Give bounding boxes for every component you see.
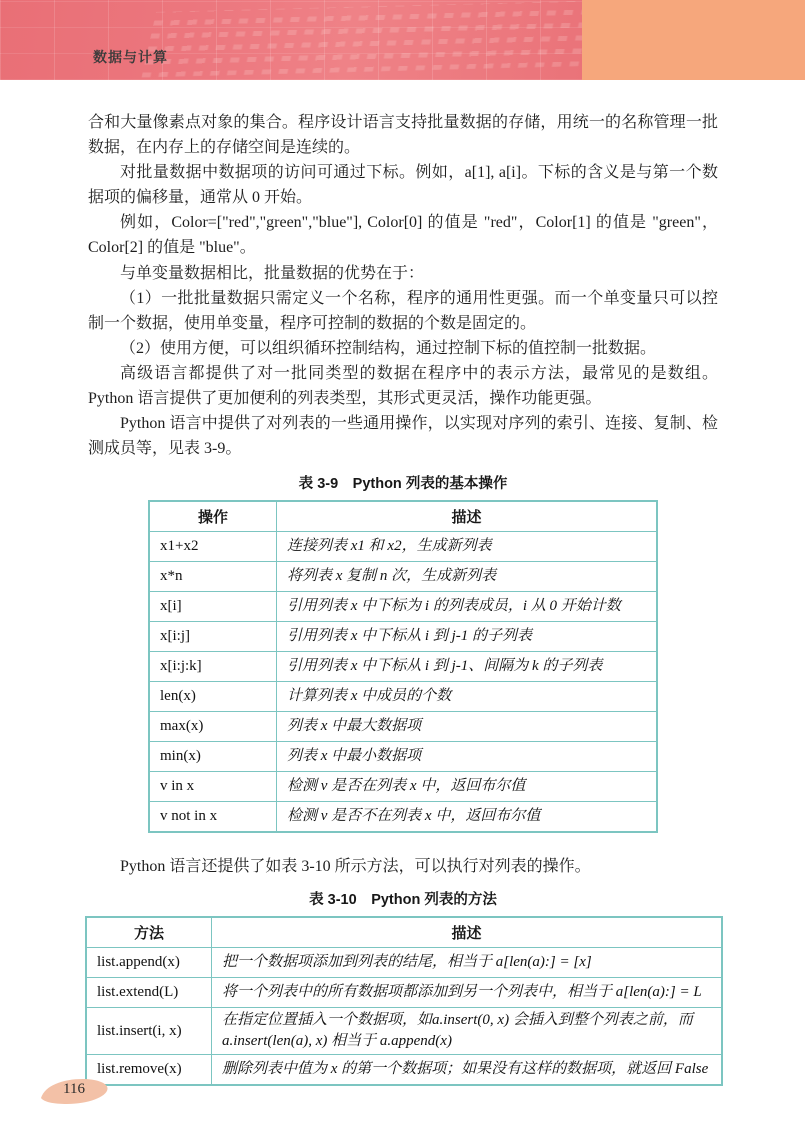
paragraph: （2）使用方便，可以组织循环控制结构，通过控制下标的值控制一批数据。 bbox=[120, 339, 657, 357]
description-cell: 将一个列表中的所有数据项都添加到另一个列表中，相当于 a[len(a):] = L bbox=[212, 978, 723, 1008]
operation-cell: x[i:j] bbox=[149, 622, 277, 652]
paragraph: Python 语言中提供了对列表的一些通用操作，以实现对序列的索引、连接、复制、检测成员等，见表 3-9。 bbox=[88, 415, 718, 458]
intro-paragraphs bbox=[88, 110, 718, 461]
description-cell: 在指定位置插入一个数据项，如a.insert(0, x) 会插入到整个列表之前，而 a.insert(len(a), x) 相当于 a.append(x) bbox=[212, 1008, 723, 1055]
page-content bbox=[88, 110, 718, 1086]
description-cell: 列表 x 中最大数据项 bbox=[277, 712, 658, 742]
banner-pink-texture bbox=[0, 0, 582, 80]
operation-cell: min(x) bbox=[149, 742, 277, 772]
description-cell: 把一个数据项添加到列表的结尾，相当于 a[len(a):] = [x] bbox=[212, 948, 723, 978]
operation-cell: max(x) bbox=[149, 712, 277, 742]
column-header: 操作 bbox=[149, 501, 277, 532]
table-row bbox=[149, 802, 657, 833]
table-row bbox=[149, 592, 657, 622]
description-cell: 连接列表 x1 和 x2，生成新列表 bbox=[277, 532, 658, 562]
table-3-9-caption: 表 3-9 Python 列表的基本操作 bbox=[298, 476, 508, 493]
table-3-9 bbox=[148, 500, 658, 833]
operation-cell: list.append(x) bbox=[86, 948, 212, 978]
column-header: 描述 bbox=[277, 501, 658, 532]
page-number-badge bbox=[38, 1077, 110, 1106]
operation-cell: x*n bbox=[149, 562, 277, 592]
table-row bbox=[149, 742, 657, 772]
operation-cell: list.remove(x) bbox=[86, 1055, 212, 1086]
description-cell: 将列表 x 复制 n 次，生成新列表 bbox=[277, 562, 658, 592]
description-cell: 计算列表 x 中成员的个数 bbox=[277, 682, 658, 712]
table-row bbox=[149, 652, 657, 682]
description-cell: 列表 x 中最小数据项 bbox=[277, 742, 658, 772]
page-header-banner bbox=[0, 0, 805, 80]
description-cell: 引用列表 x 中下标从 i 到 j-1 的子列表 bbox=[277, 622, 658, 652]
page-number: 116 bbox=[63, 1081, 85, 1097]
operation-cell: x[i] bbox=[149, 592, 277, 622]
description-cell: 检测 v 是否在列表 x 中，返回布尔值 bbox=[277, 772, 658, 802]
description-cell: 引用列表 x 中下标从 i 到 j-1、间隔为 k 的子列表 bbox=[277, 652, 658, 682]
paragraph: （1）一批批量数据只需定义一个名称，程序的通用性更强。而一个单变量只可以控制一个数据，使用单变量，程序可控制的数据的个数是固定的。 bbox=[88, 289, 718, 332]
table-row bbox=[149, 712, 657, 742]
paragraph: 例如，Color=["red","green","blue"], Color[0] 的值是 "red"，Color[1] 的值是 "green"，Color[2] 的值是 "blue"。 bbox=[88, 214, 718, 257]
table-3-10-caption: 表 3-10 Python 列表的方法 bbox=[309, 892, 497, 909]
operation-cell: list.insert(i, x) bbox=[86, 1008, 212, 1055]
paragraph: 对批量数据中数据项的访问可通过下标。例如，a[1], a[i]。下标的含义是与第一个数据项的偏移量，通常从 0 开始。 bbox=[88, 164, 718, 207]
operation-cell: list.extend(L) bbox=[86, 978, 212, 1008]
operation-cell: x1+x2 bbox=[149, 532, 277, 562]
description-cell: 引用列表 x 中下标为 i 的列表成员，i 从 0 开始计数 bbox=[277, 592, 658, 622]
column-header: 描述 bbox=[212, 917, 723, 948]
table-3-10 bbox=[85, 916, 723, 1086]
table-row bbox=[86, 948, 722, 978]
banner-orange-block bbox=[582, 0, 805, 80]
table-row bbox=[86, 1008, 722, 1055]
description-cell: 检测 v 是否不在列表 x 中，返回布尔值 bbox=[277, 802, 658, 833]
table-row bbox=[86, 1055, 722, 1086]
header-row bbox=[149, 501, 657, 532]
table-row bbox=[86, 978, 722, 1008]
table-row bbox=[149, 622, 657, 652]
table-row bbox=[149, 532, 657, 562]
header-row bbox=[86, 917, 722, 948]
paragraph: 合和大量像素点对象的集合。程序设计语言支持批量数据的存储，用统一的名称管理一批数据，在内存上的存储空间是连续的。 bbox=[88, 114, 718, 157]
operation-cell: v in x bbox=[149, 772, 277, 802]
operation-cell: v not in x bbox=[149, 802, 277, 833]
table-row bbox=[149, 772, 657, 802]
chapter-title: 数据与计算 bbox=[93, 49, 168, 65]
operation-cell: x[i:j:k] bbox=[149, 652, 277, 682]
description-cell: 删除列表中值为 x 的第一个数据项；如果没有这样的数据项，就返回 False bbox=[212, 1055, 723, 1086]
column-header: 方法 bbox=[86, 917, 212, 948]
paragraph: 高级语言都提供了对一批同类型的数据在程序中的表示方法，最常见的是数组。Python 语言提供了更加便利的列表类型，其形式更灵活，操作功能更强。 bbox=[88, 364, 718, 408]
table-row bbox=[149, 562, 657, 592]
table-row bbox=[149, 682, 657, 712]
paragraph: Python 语言还提供了如表 3-10 所示方法，可以执行对列表的操作。 bbox=[120, 858, 591, 876]
operation-cell: len(x) bbox=[149, 682, 277, 712]
paragraph: 与单变量数据相比，批量数据的优势在于： bbox=[120, 264, 425, 282]
